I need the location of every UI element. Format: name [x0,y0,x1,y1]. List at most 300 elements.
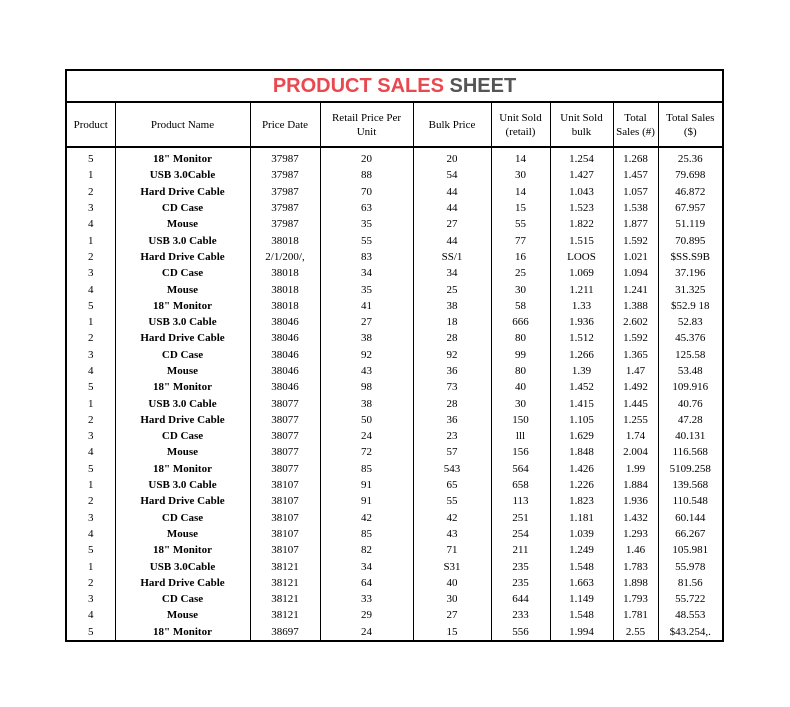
table-row [67,330,722,346]
cell-unit-sold-retail: 235 [491,558,550,574]
cell-product-id: 1 [67,558,115,574]
cell-retail-price: 63 [320,200,413,216]
cell-total-sales-dollars: 110.548 [672,495,708,508]
cell-unit-sold-retail: 77 [491,232,550,248]
cell-total-sales-count: 1.057 [613,184,658,200]
cell-total-sales-dollars: 55.978 [675,560,706,573]
cell-product-name: Mouse [115,607,250,623]
cell-unit-sold-bulk: 1.822 [550,216,613,232]
cell-retail-price: 41 [320,298,413,314]
cell-unit-sold-retail: 80 [491,330,550,346]
cell-total-sales-dollars: 25.36 [677,153,703,166]
cell-bulk-price: 36 [413,412,491,428]
cell-bulk-price: 42 [413,510,491,526]
cell-total-sales-count: 1.877 [613,216,658,232]
cell-retail-price: 92 [320,347,413,363]
cell-total-sales-dollars: 109.916 [672,381,709,394]
cell-product-name: USB 3.0 Cable [115,232,250,248]
cell-bulk-price: 43 [413,526,491,542]
table-row [67,395,722,411]
cell-total-sales-dollars: 52.83 [677,316,703,329]
cell-price-date: 38046 [250,379,320,395]
cell-product-name: 18" Monitor [115,379,250,395]
cell-bulk-price: 65 [413,477,491,493]
table-row [67,379,722,395]
table-row [67,558,722,574]
cell-unit-sold-retail: 14 [491,147,550,167]
cell-price-date: 38046 [250,347,320,363]
cell-bulk-price: 57 [413,444,491,460]
table-row [67,510,722,526]
table-row [67,591,722,607]
cell-price-date: 37987 [250,216,320,232]
cell-retail-price: 83 [320,249,413,265]
table-row [67,200,722,216]
cell-total-sales-count: 1.365 [613,347,658,363]
cell-total-sales-count: 1.884 [613,477,658,493]
table-row [67,477,722,493]
cell-product-name: Mouse [115,444,250,460]
cell-total-sales-dollars: 67.957 [675,202,706,215]
cell-total-sales-count: 1.783 [613,558,658,574]
cell-retail-price: 34 [320,265,413,281]
title-part-2: SHEET [449,75,517,97]
cell-retail-price: 42 [320,510,413,526]
cell-total-sales-count: 1.021 [613,249,658,265]
table-row [67,167,722,183]
header-unit-sold-retail: Unit Sold (retail) [491,103,550,147]
cell-price-date: 38077 [250,461,320,477]
cell-product-id: 1 [67,232,115,248]
cell-unit-sold-bulk: 1.426 [550,461,613,477]
cell-unit-sold-retail: 30 [491,167,550,183]
cell-product-id: 4 [67,607,115,623]
cell-product-name: Mouse [115,216,250,232]
cell-total-sales-count: 1.538 [613,200,658,216]
cell-product-id: 4 [67,526,115,542]
cell-retail-price: 91 [320,477,413,493]
cell-product-name: Hard Drive Cable [115,575,250,591]
table-row [67,412,722,428]
cell-bulk-price: 34 [413,265,491,281]
cell-unit-sold-retail: 254 [491,526,550,542]
cell-product-name: 18" Monitor [115,298,250,314]
cell-unit-sold-bulk: 1.523 [550,200,613,216]
cell-total-sales-count: 1.457 [613,167,658,183]
cell-total-sales-dollars: 5109.258 [669,462,711,475]
cell-product-id: 5 [67,624,115,640]
header-retail-price: Retail Price Per Unit [320,103,413,147]
cell-product-id: 3 [67,265,115,281]
cell-total-sales-count: 2.004 [613,444,658,460]
cell-retail-price: 55 [320,232,413,248]
cell-unit-sold-bulk: 1.069 [550,265,613,281]
table-row [67,624,722,640]
cell-price-date: 38107 [250,477,320,493]
cell-bulk-price: 20 [413,147,491,167]
cell-total-sales-dollars: 40.131 [675,430,706,443]
title-part-1: PRODUCT SALES [272,75,444,97]
cell-retail-price: 20 [320,147,413,167]
cell-product-id: 1 [67,314,115,330]
cell-product-name: 18" Monitor [115,542,250,558]
table-row [67,249,722,265]
cell-total-sales-count: 1.781 [613,607,658,623]
cell-unit-sold-bulk: 1.427 [550,167,613,183]
cell-bulk-price: 92 [413,347,491,363]
header-bulk-price: Bulk Price [413,103,491,147]
cell-bulk-price: 40 [413,575,491,591]
cell-unit-sold-bulk: 1.512 [550,330,613,346]
cell-total-sales-count: 1.445 [613,395,658,411]
cell-retail-price: 33 [320,591,413,607]
cell-unit-sold-retail: 644 [491,591,550,607]
cell-total-sales-dollars: 70.895 [675,234,706,247]
cell-product-name: Mouse [115,363,250,379]
cell-product-name: USB 3.0Cable [115,558,250,574]
cell-bulk-price: 27 [413,607,491,623]
cell-bulk-price: 44 [413,184,491,200]
cell-bulk-price: 54 [413,167,491,183]
sheet-title [67,71,722,103]
cell-total-sales-dollars: 48.553 [675,609,706,622]
cell-total-sales-count: 1.99 [613,461,658,477]
table-row [67,493,722,509]
cell-unit-sold-bulk: 1.266 [550,347,613,363]
cell-total-sales-dollars: 45.376 [675,332,706,345]
cell-retail-price: 35 [320,216,413,232]
cell-price-date: 38107 [250,510,320,526]
cell-total-sales-dollars: 139.568 [672,479,709,492]
cell-product-name: Hard Drive Cable [115,330,250,346]
header-price-date: Price Date [250,103,320,147]
table-row [67,575,722,591]
cell-price-date: 38121 [250,591,320,607]
cell-bulk-price: 38 [413,298,491,314]
cell-product-id: 5 [67,147,115,167]
cell-bulk-price: 28 [413,330,491,346]
cell-product-id: 1 [67,167,115,183]
cell-bulk-price: 30 [413,591,491,607]
cell-price-date: 37987 [250,147,320,167]
cell-product-name: CD Case [115,347,250,363]
cell-unit-sold-retail: 58 [491,298,550,314]
cell-total-sales-dollars: 51.119 [675,218,706,231]
cell-retail-price: 72 [320,444,413,460]
cell-product-name: USB 3.0 Cable [115,477,250,493]
cell-total-sales-dollars: 125.58 [675,348,706,361]
cell-bulk-price: 55 [413,493,491,509]
cell-unit-sold-bulk: 1.105 [550,412,613,428]
cell-total-sales-count: 1.592 [613,232,658,248]
cell-total-sales-count: 1.268 [613,147,658,167]
cell-unit-sold-retail: 14 [491,184,550,200]
cell-unit-sold-bulk: 1.994 [550,624,613,640]
cell-bulk-price: 25 [413,281,491,297]
cell-price-date: 37987 [250,167,320,183]
cell-unit-sold-bulk: 1.211 [550,281,613,297]
table-row [67,542,722,558]
cell-total-sales-dollars: $SS.S9B [670,250,710,263]
cell-unit-sold-bulk: 1.848 [550,444,613,460]
table-row [67,184,722,200]
cell-unit-sold-bulk: 1.629 [550,428,613,444]
cell-total-sales-dollars: 79.698 [675,169,706,182]
table-row [67,147,722,167]
cell-total-sales-count: 2.55 [613,624,658,640]
table-row [67,347,722,363]
cell-product-id: 2 [67,575,115,591]
cell-retail-price: 34 [320,558,413,574]
cell-unit-sold-retail: 99 [491,347,550,363]
cell-unit-sold-retail: 156 [491,444,550,460]
cell-unit-sold-bulk: 1.415 [550,395,613,411]
cell-product-id: 4 [67,216,115,232]
cell-total-sales-count: 1.46 [613,542,658,558]
cell-product-name: USB 3.0 Cable [115,395,250,411]
cell-product-name: 18" Monitor [115,624,250,640]
cell-price-date: 37987 [250,200,320,216]
cell-bulk-price: 73 [413,379,491,395]
cell-total-sales-dollars: 53.48 [677,365,703,377]
cell-retail-price: 24 [320,428,413,444]
cell-product-id: 3 [67,428,115,444]
cell-retail-price: 85 [320,461,413,477]
header-total-sales-dollars: Total Sales ($) [658,103,722,147]
cell-unit-sold-retail: 150 [491,412,550,428]
cell-unit-sold-retail: 113 [491,493,550,509]
cell-unit-sold-bulk: 1.043 [550,184,613,200]
product-sales-sheet [65,69,724,642]
cell-total-sales-dollars: 47.28 [677,413,703,426]
cell-price-date: 38121 [250,575,320,591]
cell-price-date: 38107 [250,526,320,542]
header-product-id: Product [67,103,115,147]
cell-total-sales-dollars: 31.325 [675,283,706,296]
cell-price-date: 38121 [250,558,320,574]
cell-total-sales-count: 1.241 [613,281,658,297]
cell-unit-sold-bulk: 1.548 [550,558,613,574]
cell-bulk-price: 18 [413,314,491,330]
cell-price-date: 38697 [250,624,320,640]
cell-retail-price: 82 [320,542,413,558]
cell-bulk-price: 28 [413,395,491,411]
cell-product-id: 3 [67,510,115,526]
cell-price-date: 38077 [250,412,320,428]
cell-product-id: 5 [67,379,115,395]
cell-product-name: Hard Drive Cable [115,412,250,428]
cell-bulk-price: 27 [413,216,491,232]
cell-unit-sold-retail: 211 [491,542,550,558]
table-row [67,428,722,444]
cell-retail-price: 70 [320,184,413,200]
cell-unit-sold-bulk: 1.039 [550,526,613,542]
cell-product-name: 18" Monitor [115,461,250,477]
cell-unit-sold-retail: 16 [491,249,550,265]
cell-retail-price: 88 [320,167,413,183]
cell-price-date: 38046 [250,363,320,379]
cell-retail-price: 85 [320,526,413,542]
cell-unit-sold-bulk: 1.149 [550,591,613,607]
table-row [67,444,722,460]
cell-product-name: Mouse [115,281,250,297]
cell-total-sales-count: 1.74 [613,428,658,444]
cell-unit-sold-bulk: 1.936 [550,314,613,330]
cell-unit-sold-retail: 658 [491,477,550,493]
cell-product-id: 4 [67,363,115,379]
cell-product-id: 2 [67,330,115,346]
cell-unit-sold-bulk: 1.823 [550,493,613,509]
cell-product-name: Mouse [115,526,250,542]
cell-total-sales-dollars: 46.872 [675,185,706,198]
cell-product-name: Hard Drive Cable [115,493,250,509]
cell-product-name: USB 3.0Cable [115,167,250,183]
table-row [67,526,722,542]
table-row [67,281,722,297]
table-body [67,147,722,640]
cell-price-date: 38121 [250,607,320,623]
cell-retail-price: 50 [320,412,413,428]
cell-total-sales-count: 1.898 [613,575,658,591]
cell-total-sales-count: 1.592 [613,330,658,346]
cell-bulk-price: 543 [413,461,491,477]
cell-price-date: 38018 [250,281,320,297]
cell-product-id: 1 [67,395,115,411]
cell-unit-sold-retail: 40 [491,379,550,395]
cell-unit-sold-bulk: 1.33 [550,298,613,314]
cell-price-date: 38018 [250,265,320,281]
cell-product-name: Hard Drive Cable [115,184,250,200]
cell-unit-sold-bulk: 1.663 [550,575,613,591]
cell-total-sales-count: 1.432 [613,510,658,526]
header-unit-sold-bulk: Unit Sold bulk [550,103,613,147]
cell-total-sales-dollars: 105.981 [672,544,709,557]
cell-unit-sold-bulk: 1.39 [550,363,613,379]
cell-bulk-price: 23 [413,428,491,444]
cell-total-sales-dollars: $43.254,. [669,625,711,638]
cell-total-sales-count: 1.094 [613,265,658,281]
cell-retail-price: 64 [320,575,413,591]
cell-unit-sold-retail: 556 [491,624,550,640]
cell-product-name: CD Case [115,428,250,444]
cell-product-name: CD Case [115,200,250,216]
cell-price-date: 38046 [250,314,320,330]
cell-price-date: 38018 [250,232,320,248]
cell-unit-sold-retail: 30 [491,281,550,297]
cell-total-sales-count: 1.47 [613,363,658,379]
cell-bulk-price: 44 [413,232,491,248]
cell-unit-sold-retail: 233 [491,607,550,623]
cell-product-name: CD Case [115,591,250,607]
cell-unit-sold-retail: 30 [491,395,550,411]
table-row [67,298,722,314]
cell-bulk-price: S31 [413,558,491,574]
cell-total-sales-count: 1.293 [613,526,658,542]
cell-total-sales-count: 1.492 [613,379,658,395]
cell-total-sales-count: 1.936 [613,493,658,509]
cell-retail-price: 38 [320,330,413,346]
cell-retail-price: 35 [320,281,413,297]
cell-product-name: 18" Monitor [115,147,250,167]
cell-retail-price: 29 [320,607,413,623]
cell-retail-price: 91 [320,493,413,509]
cell-unit-sold-bulk: LOOS [550,249,613,265]
table-row [67,363,722,379]
cell-total-sales-dollars: 116.568 [672,446,708,459]
cell-unit-sold-retail: 55 [491,216,550,232]
cell-product-name: Hard Drive Cable [115,249,250,265]
cell-unit-sold-bulk: 1.254 [550,147,613,167]
cell-product-id: 5 [67,461,115,477]
cell-bulk-price: 71 [413,542,491,558]
cell-price-date: 38018 [250,298,320,314]
cell-price-date: 38077 [250,395,320,411]
table-row [67,461,722,477]
cell-product-name: CD Case [115,265,250,281]
cell-total-sales-dollars: 55.722 [675,593,706,606]
cell-product-id: 5 [67,298,115,314]
cell-bulk-price: 44 [413,200,491,216]
header-total-sales-count: Total Sales (#) [613,103,658,147]
cell-unit-sold-bulk: 1.226 [550,477,613,493]
cell-price-date: 2/1/200/, [250,249,320,265]
cell-price-date: 38107 [250,542,320,558]
cell-bulk-price: SS/1 [413,249,491,265]
cell-unit-sold-retail: 564 [491,461,550,477]
cell-price-date: 38107 [250,493,320,509]
cell-total-sales-dollars: 60.144 [675,511,706,524]
cell-unit-sold-retail: 251 [491,510,550,526]
cell-price-date: 38046 [250,330,320,346]
cell-unit-sold-retail: lll [491,428,550,444]
table-row [67,216,722,232]
cell-unit-sold-bulk: 1.452 [550,379,613,395]
cell-product-name: CD Case [115,510,250,526]
cell-product-id: 2 [67,493,115,509]
cell-product-id: 3 [67,591,115,607]
cell-product-id: 1 [67,477,115,493]
cell-unit-sold-bulk: 1.181 [550,510,613,526]
cell-unit-sold-retail: 235 [491,575,550,591]
cell-product-id: 3 [67,347,115,363]
cell-product-id: 4 [67,281,115,297]
cell-product-name: USB 3.0 Cable [115,314,250,330]
cell-unit-sold-bulk: 1.515 [550,232,613,248]
table-row [67,265,722,281]
cell-retail-price: 27 [320,314,413,330]
cell-price-date: 38077 [250,444,320,460]
cell-total-sales-dollars: $52.9 18 [671,299,710,312]
cell-unit-sold-retail: 15 [491,200,550,216]
cell-total-sales-dollars: 81.56 [677,576,703,589]
cell-product-id: 4 [67,444,115,460]
cell-unit-sold-retail: 666 [491,314,550,330]
cell-price-date: 37987 [250,184,320,200]
cell-retail-price: 38 [320,395,413,411]
cell-bulk-price: 36 [413,363,491,379]
header-product-name: Product Name [115,103,250,147]
cell-retail-price: 24 [320,624,413,640]
cell-unit-sold-bulk: 1.249 [550,542,613,558]
cell-product-id: 2 [67,412,115,428]
cell-product-id: 2 [67,184,115,200]
cell-product-id: 2 [67,249,115,265]
cell-retail-price: 43 [320,363,413,379]
sales-table [67,103,722,640]
cell-unit-sold-bulk: 1.548 [550,607,613,623]
cell-total-sales-dollars: 40.76 [677,397,703,410]
cell-unit-sold-retail: 80 [491,363,550,379]
